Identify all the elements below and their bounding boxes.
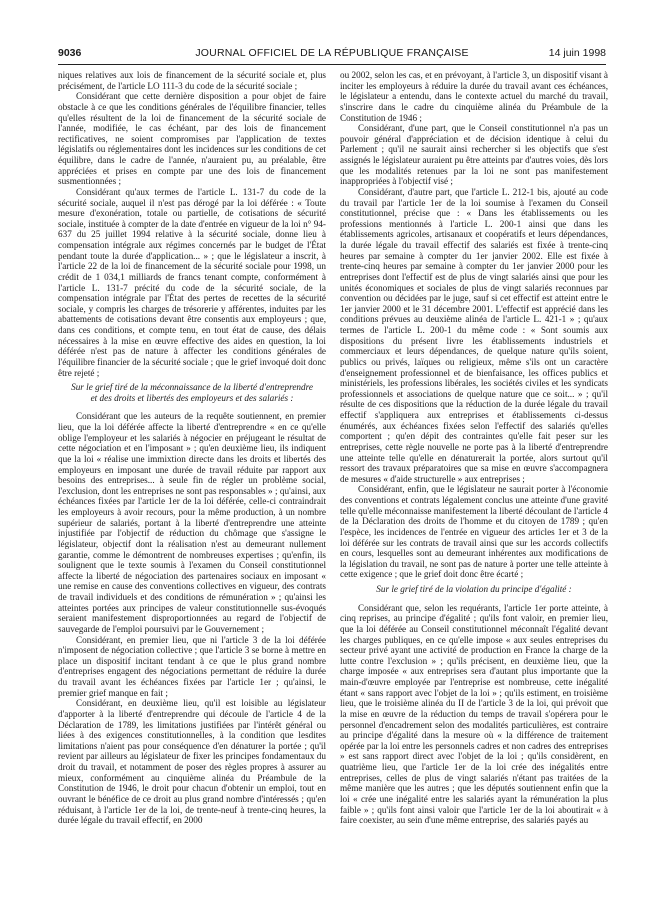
paragraph: Considérant que les auteurs de la requête soutiennent, en premier lieu, que la loi déférée affecte la liberté d'entreprendre « en ce qu'elle oblige l'employeur et les salariés à négocier en préjugeant le résultat de cette négociation et en l'imposant » ; qu'en deuxième lieu, ils indiquent que la loi « réalise une immixtion directe dans les droits et libertés des employeurs en imposant une durée de travail réduite par rapport aux besoins des entreprises... à seule fin de régler un problème social, l'exclusion, dont les entreprises ne sont pas responsables » ; qu'ainsi, aux échéances fixées par l'article 1er de la loi déférée, celle-ci contraindrait les employeurs à avoir recours, pour la même production, à un nombre supérieur de salariés, portant à la liberté d'entreprendre une atteinte injustifiée par l'objectif de réduction du chômage que s'assigne le législateur, objectif dont la réalisation n'est au demeurant nullement garantie, comme le démontrent de nombreuses expertises ; qu'enfin, ils soulignent que le texte soumis à l'examen du Conseil constitutionnel affecte la liberté de négociation des partenaires sociaux en imposant « une remise en cause des conventions collectives en vigueur, des contrats de travail individuels et des conditions de rémunération » ; qu'ainsi les atteintes portées aux principes de valeur constitutionnelle sus-évoqués seraient manifestement disproportionnées au regard de l'objectif de sauvegarde de l'emploi poursuivi par le Gouvernement ;	[58, 411, 326, 634]
page-number: 9036	[58, 47, 82, 59]
page-header	[58, 47, 606, 61]
paragraph: Considérant, en deuxième lieu, qu'il est loisible au législateur d'apporter à la liberté d'entreprendre qui découle de l'article 4 de la Déclaration de 1789, les limitations justifiées par l'intérêt général ou liées à des exigences constitutionnelles, à la condition que lesdites limitations n'aient pas pour conséquence d'en dénaturer la portée ; qu'il revient par ailleurs au législateur de fixer les principes fondamentaux du droit du travail, et notamment de poser des règles propres à assurer au mieux, conformément au cinquième alinéa du Préambule de la Constitution de 1946, le droit pour chacun d'obtenir un emploi, tout en ouvrant le bénéfice de ce droit au plus grand nombre d'intéressés ; qu'en réduisant, à l'article 1er de la loi, de trente-neuf à trente-cinq heures, la durée légale du travail effectif, en 2000	[58, 698, 326, 826]
left-column	[58, 70, 326, 892]
paragraph: Considérant, d'autre part, que l'article L. 212-1 bis, ajouté au code du travail par l'article 1er de la loi soumise à l'examen du Conseil constitutionnel, précise que : « Dans les établissements ou les professions mentionnés à l'article L. 200-1 ainsi que dans les établissements agricoles, artisanaux et coopératifs et leurs dépendances, la durée légale du travail effectif des salariés est fixée à trente-cinq heures par semaine à compter du 1er janvier 2002. Elle est fixée à trente-cinq heures par semaine à compter du 1er janvier 2000 pour les entreprises dont l'effectif est de plus de vingt salariés ainsi que pour les unités économiques et sociales de plus de vingt salariés reconnues par convention ou décidées par le juge, sauf si cet effectif est atteint entre le 1er janvier 2000 et le 31 décembre 2001. L'effectif est apprécié dans les conditions prévues au deuxième alinéa de l'article L. 421-1 » ; qu'aux termes de l'article L. 200-1 du même code : « Sont soumis aux dispositions du présent livre les établissements industriels et commerciaux et leurs dépendances, de quelque nature qu'ils soient, publics ou privés, laïques ou religieux, même s'ils ont un caractère d'enseignement professionnel et de bienfaisance, les offices publics et ministériels, les professions libérales, les sociétés civiles et les syndicats professionnels et associations de quelque nature que ce soit... » ; qu'il résulte de ces dispositions que la réduction de la durée légale du travail effectif s'appliquera aux entreprises et établissements ci-dessus énumérés, aux échéances fixées selon l'effectif des salariés qu'elles comportent ; qu'en dépit des contraintes qu'elle fait peser sur les entreprises, cette règle nouvelle ne porte pas à la liberté d'entreprendre une atteinte telle qu'elle en dénaturerait la portée, alors surtout qu'il ressort des travaux préparatoires que sa mise en œuvre s'accompagnera de mesures « d'aide structurelle » aux entreprises ;	[340, 186, 608, 484]
header-rule	[58, 64, 606, 65]
paragraph: Considérant que cette dernière disposition a pour objet de faire obstacle à ce que les conditions générales de l'équilibre financier, telles qu'elles résultent de la loi de financement de la sécurité sociale de l'année, modifiée, le cas échéant, par des lois de financement rectificatives, ne soient compromises par l'application de textes législatifs ou réglementaires dont les incidences sur les conditions de cet équilibre, dans le cadre de l'année, n'auraient pu, au préalable, être appréciées et prises en compte par une des lois de financement susmentionnées ;	[58, 91, 326, 187]
journal-title: JOURNAL OFFICIEL DE LA RÉPUBLIQUE FRANÇAISE	[195, 47, 469, 59]
section-heading: Sur le grief tiré de la violation du principe d'égalité :	[376, 584, 572, 594]
section-heading: Sur le grief tiré de la méconnaissance de la liberté d'entreprendre et des droits et libertés des employeurs et des salariés :	[71, 382, 313, 403]
paragraph: Considérant, d'une part, que le Conseil constitutionnel n'a pas un pouvoir général d'appréciation et de décision identique à celui du Parlement ; qu'il ne saurait ainsi rechercher si les objectifs que s'est assignés le législateur auraient pu être atteints par d'autres voies, dès lors que les modalités retenues par la loi ne sont pas manifestement inappropriées à l'objectif visé ;	[340, 123, 608, 187]
paragraph: ou 2002, selon les cas, et en prévoyant, à l'article 3, un dispositif visant à inciter les employeurs à réduire la durée du travail avant ces échéances, le législateur a entendu, dans le contexte actuel du marché du travail, s'inscrire dans le cadre du cinquième alinéa du Préambule de la Constitution de 1946 ;	[340, 70, 608, 123]
paragraph: Considérant que, selon les requérants, l'article 1er porte atteinte, à cinq reprises, au principe d'égalité ; qu'ils font valoir, en premier lieu, que la loi déférée au Conseil constitutionnel méconnaît l'égalité devant les charges publiques, en ce qu'elle impose « aux seules entreprises du secteur privé ayant une activité de production en France la charge de la lutte contre l'exclusion » ; qu'ils précisent, en deuxième lieu, que la charge imposée « aux entreprises sera d'autant plus importante que la main-d'œuvre employée par l'entreprise est nombreuse, cette inégalité étant « sans rapport avec l'objet de la loi » ; qu'ils estiment, en troisième lieu, que le troisième alinéa du II de l'article 3 de la loi, qui prévoit que la mise en œuvre de la réduction du temps de travail s'opérera pour le personnel d'encadrement selon des modalités particulières, est contraire au principe d'égalité dans la mesure où « la différence de traitement opérée par la loi entre les personnels cadres et non cadres des entreprises » est sans rapport direct avec l'objet de la loi ; qu'ils considèrent, en quatrième lieu, que l'article 1er de la loi crée des inégalités entre entreprises, celles de plus de vingt salariés n'étant pas traitées de la même manière que les autres ; que les députés soutiennent enfin que la loi « crée une inégalité entre les salariés ayant la rémunération la plus faible » ; qu'ils font ainsi valoir que l'article 1er de la loi aboutirait « à faire coexister, au sein d'une même entreprise, des salariés payés au	[340, 602, 608, 826]
issue-date: 14 juin 1998	[548, 47, 606, 59]
paragraph: Considérant, enfin, que le législateur ne saurait porter à l'économie des conventions et contrats légalement conclus une atteinte d'une gravité telle qu'elle méconnaisse manifestement la liberté découlant de l'article 4 de la Déclaration des droits de l'homme et du citoyen de 1789 ; qu'en l'espèce, les incidences de l'entrée en vigueur des articles 1er et 3 de la loi déférée sur les contrats de travail ainsi que sur les accords collectifs en cours, lesquelles sont au demeurant inhérentes aux modifications de la législation du travail, ne sont pas de nature à porter une telle atteinte à cette exigence ; que le grief doit donc être écarté ;	[340, 484, 608, 580]
paragraph: niques relatives aux lois de financement de la sécurité sociale et, plus précisément, de l'article LO 111-3 du code de la sécurité sociale ;	[58, 70, 326, 91]
right-column	[340, 70, 608, 892]
paragraph: Considérant, en premier lieu, que ni l'article 3 de la loi déférée n'imposent de négociation collective ; que l'article 3 se borne à mettre en place un dispositif incitant tendant à ce que le plus grand nombre d'entreprises engagent des négociations permettant de réduire la durée du travail avant les échéances fixées par l'article 1er ; qu'ainsi, le premier grief manque en fait ;	[58, 634, 326, 698]
paragraph: Considérant qu'aux termes de l'article L. 131-7 du code de la sécurité sociale, auquel il n'est pas dérogé par la loi déférée : « Toute mesure d'exonération, totale ou partielle, de cotisations de sécurité sociale, instituée à compter de la date d'entrée en vigueur de la loi n° 94-637 du 25 juillet 1994 relative à la sécurité sociale, donne lieu à compensation intégrale aux régimes concernés par le budget de l'État pendant toute la durée d'application... » ; que le législateur a inscrit, à l'article 22 de la loi de financement de la sécurité sociale pour 1998, un crédit de 1 034,1 milliards de francs tenant compte, conformément à l'article L. 131-7 précité du code de la sécurité sociale, de la compensation intégrale par l'État des pertes de recettes de la sécurité sociale, y compris les charges de trésorerie y afférentes, induites par les abattements de cotisations devant être consentis aux employeurs ; que, dans ces conditions, et compte tenu, en tout état de cause, des délais nécessaires à la mise en œuvre effective des aides en question, la loi déférée n'est pas de nature à affecter les conditions générales de l'équilibre financier de la sécurité sociale ; que le grief invoqué doit donc être rejeté ;	[58, 186, 326, 378]
